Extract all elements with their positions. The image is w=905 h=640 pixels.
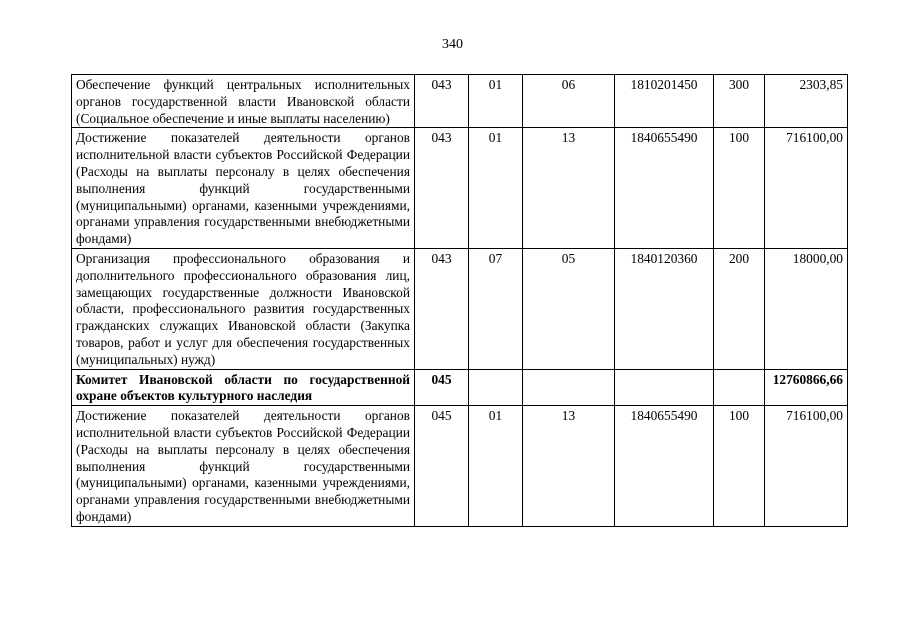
table-row (72, 406, 848, 527)
expense-type-code: 200 (714, 248, 765, 369)
table-row-department (72, 369, 848, 406)
section-code (469, 369, 523, 406)
department-code: 043 (415, 248, 469, 369)
page-number: 340 (442, 37, 463, 52)
expense-name: Достижение показателей деятельности органов исполнительной власти субъектов Российской Федерации (Расходы на выплаты персоналу в целях обеспечения выполнения функций государственными (муниципальными) органами, казенными учреждениями, органами управления государственными внебюджетными фондами) (72, 406, 415, 527)
subsection-code (523, 369, 615, 406)
department-code: 045 (415, 369, 469, 406)
subsection-code: 06 (523, 75, 615, 128)
expense-name: Достижение показателей деятельности органов исполнительной власти субъектов Российской Федерации (Расходы на выплаты персоналу в целях обеспечения выполнения функций государственными (муниципальными) органами, казенными учреждениями, органами управления государственными внебюджетными фондами) (72, 128, 415, 249)
table-row (72, 128, 848, 249)
budget-table (71, 74, 848, 527)
subsection-code: 13 (523, 406, 615, 527)
expense-type-code: 300 (714, 75, 765, 128)
expense-name: Обеспечение функций центральных исполнительных органов государственной власти Ивановской области (Социальное обеспечение и иные выплаты населению) (72, 75, 415, 128)
section-code: 01 (469, 406, 523, 527)
amount: 18000,00 (765, 248, 848, 369)
expense-type-code: 100 (714, 406, 765, 527)
target-article-code: 1810201450 (615, 75, 714, 128)
target-article-code: 1840655490 (615, 406, 714, 527)
section-code: 01 (469, 128, 523, 249)
amount: 2303,85 (765, 75, 848, 128)
table-row (72, 248, 848, 369)
section-code: 07 (469, 248, 523, 369)
amount: 716100,00 (765, 406, 848, 527)
expense-type-code (714, 369, 765, 406)
department-total: 12760866,66 (765, 369, 848, 406)
expense-name: Организация профессионального образования и дополнительного профессионального образования лиц, замещающих государственные должности Ивановской области, профессионального развития государственных гражданских служащих Ивановской области (Закупка товаров, работ и услуг для обеспечения государственных (муниципальных) нужд) (72, 248, 415, 369)
section-code: 01 (469, 75, 523, 128)
target-article-code (615, 369, 714, 406)
amount: 716100,00 (765, 128, 848, 249)
department-name: Комитет Ивановской области по государственной охране объектов культурного наследия (72, 369, 415, 406)
subsection-code: 05 (523, 248, 615, 369)
department-code: 045 (415, 406, 469, 527)
department-code: 043 (415, 75, 469, 128)
target-article-code: 1840655490 (615, 128, 714, 249)
subsection-code: 13 (523, 128, 615, 249)
expense-type-code: 100 (714, 128, 765, 249)
department-code: 043 (415, 128, 469, 249)
target-article-code: 1840120360 (615, 248, 714, 369)
table-row (72, 75, 848, 128)
